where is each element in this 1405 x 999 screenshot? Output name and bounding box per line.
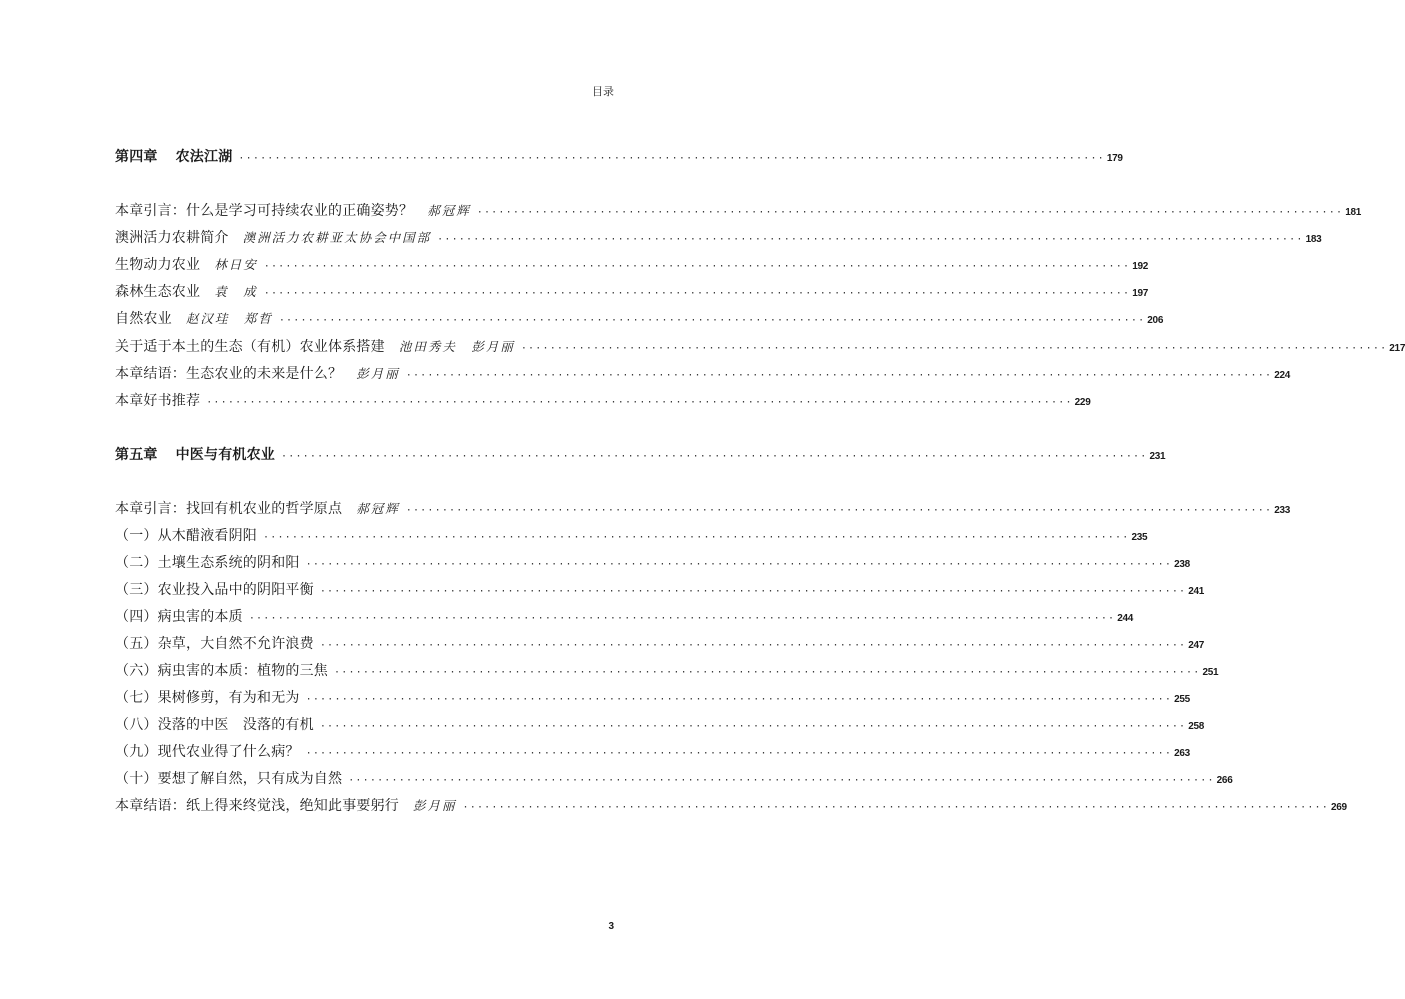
- page-number: 269: [1330, 802, 1347, 813]
- dot-leader: ························································································································: [334, 667, 1201, 678]
- page-number: 179: [1106, 153, 1123, 164]
- dot-leader: ························································································································: [476, 207, 1344, 218]
- toc-entry[interactable]: [115, 714, 1205, 734]
- dot-leader: ························································································································: [437, 234, 1304, 245]
- entry-title: （十）要想了解自然，只有成为自然: [115, 771, 343, 787]
- entry-title: 森林生态农业: [115, 284, 201, 300]
- running-header: 目录: [592, 85, 614, 98]
- page-number: 224: [1274, 370, 1290, 381]
- entry-title: （七）果树修剪，有为和无为: [115, 690, 300, 706]
- toc-entry[interactable]: [115, 606, 1134, 626]
- dot-leader: ························································································································: [348, 775, 1215, 786]
- page-number: 241: [1188, 586, 1205, 597]
- entry-author: 赵汉珪 郑哲: [185, 311, 273, 326]
- chapter-heading[interactable]: [115, 444, 1166, 464]
- page-number: 258: [1188, 721, 1205, 732]
- entry-title: （九）现代农业得了什么病？: [115, 744, 300, 760]
- page-number: 263: [1174, 748, 1190, 759]
- entry-title: 澳洲活力农耕简介: [115, 230, 229, 246]
- toc-entry[interactable]: [115, 336, 1405, 356]
- dot-leader: ························································································································: [305, 694, 1173, 705]
- page-number: 255: [1174, 694, 1190, 705]
- dot-leader: ························································································································: [263, 261, 1131, 272]
- entry-title: 本章好书推荐: [115, 393, 201, 409]
- dot-leader: ························································································································: [319, 586, 1187, 597]
- entry-title: 关于适于本土的生态（有机）农业体系搭建: [115, 339, 385, 355]
- toc-entry[interactable]: [115, 741, 1190, 761]
- dot-leader: ························································································································: [462, 802, 1329, 813]
- chapter-number: 第五章: [115, 447, 158, 463]
- page-number: 235: [1131, 532, 1148, 543]
- toc-entry[interactable]: [115, 308, 1164, 328]
- page-number: 206: [1147, 315, 1164, 326]
- entry-author: 池田秀夫 彭月丽: [398, 339, 515, 354]
- entry-title: （八）没落的中医 没落的有机: [115, 717, 314, 733]
- entry-author: 林日安: [214, 257, 258, 272]
- entry-title: 本章引言：什么是学习可持续农业的正确姿势？: [115, 203, 414, 219]
- dot-leader: ························································································································: [248, 613, 1116, 624]
- dot-leader: ························································································································: [305, 559, 1173, 570]
- toc-entry[interactable]: [115, 552, 1190, 572]
- toc-entry[interactable]: [115, 498, 1290, 518]
- page-number: 197: [1132, 288, 1148, 299]
- page-number: 244: [1117, 613, 1134, 624]
- toc-entry[interactable]: [115, 254, 1148, 274]
- page-number: 231: [1149, 451, 1166, 462]
- toc-entry[interactable]: [115, 227, 1322, 247]
- entry-author: 彭月丽: [356, 366, 400, 381]
- page-number: 229: [1074, 397, 1091, 408]
- entry-title: （二）土壤生态系统的阴和阳: [115, 555, 300, 571]
- toc-entry[interactable]: [115, 687, 1190, 707]
- chapter-title: [115, 146, 232, 166]
- toc-entry[interactable]: [115, 633, 1205, 653]
- page-number: 233: [1274, 505, 1290, 516]
- dot-leader: ························································································································: [238, 153, 1105, 164]
- toc-entry[interactable]: [115, 768, 1233, 788]
- page-footer-number: 3: [608, 921, 614, 932]
- entry-title: （一）从木醋液看阴阳: [115, 528, 257, 544]
- page-number: 192: [1132, 261, 1148, 272]
- dot-leader: ························································································································: [206, 397, 1073, 408]
- dot-leader: ························································································································: [305, 748, 1173, 759]
- toc-entry[interactable]: [115, 660, 1219, 680]
- entry-author: 彭月丽: [413, 798, 457, 813]
- entry-author: 袁 成: [214, 284, 258, 299]
- entry-title: （三）农业投入品中的阴阳平衡: [115, 582, 314, 598]
- toc-entry[interactable]: [115, 200, 1361, 220]
- toc-entry[interactable]: [115, 579, 1205, 599]
- toc-entry[interactable]: [115, 795, 1347, 815]
- chapter-number: 第四章: [115, 149, 158, 165]
- page-number: 217: [1389, 343, 1405, 354]
- chapter-title: [115, 444, 275, 464]
- dot-leader: ························································································································: [319, 721, 1187, 732]
- dot-leader: ························································································································: [281, 451, 1148, 462]
- entry-title: （五）杂草，大自然不允许浪费: [115, 636, 314, 652]
- dot-leader: ························································································································: [319, 640, 1187, 651]
- dot-leader: ························································································································: [405, 505, 1273, 516]
- chapter-heading[interactable]: [115, 146, 1123, 166]
- page-number: 251: [1202, 667, 1219, 678]
- toc-entry[interactable]: [115, 281, 1148, 301]
- entry-author: 郝冠辉: [427, 203, 471, 218]
- page-number: 266: [1216, 775, 1233, 786]
- page-number: 238: [1174, 559, 1190, 570]
- entry-title: 自然农业: [115, 311, 172, 327]
- entry-title: 本章结语：生态农业的未来是什么？: [115, 366, 343, 382]
- dot-leader: ························································································································: [405, 370, 1273, 381]
- toc-entry[interactable]: [115, 363, 1290, 383]
- entry-author: 郝冠辉: [356, 501, 400, 516]
- chapter-name: 农法江湖: [175, 149, 233, 165]
- dot-leader: ························································································································: [263, 288, 1131, 299]
- entry-title: 生物动力农业: [115, 257, 201, 273]
- entry-title: （六）病虫害的本质：植物的三焦: [115, 663, 328, 679]
- page-number: 181: [1345, 207, 1361, 218]
- entry-author: 澳洲活力农耕亚太协会中国部: [242, 230, 432, 245]
- dot-leader: ························································································································: [263, 532, 1130, 543]
- entry-title: （四）病虫害的本质: [115, 609, 243, 625]
- page-number: 247: [1188, 640, 1205, 651]
- chapter-name: 中医与有机农业: [175, 447, 276, 463]
- entry-title: 本章引言：找回有机农业的哲学原点: [115, 501, 343, 517]
- dot-leader: ························································································································: [278, 315, 1146, 326]
- entry-title: 本章结语：纸上得来终觉浅，绝知此事要躬行: [115, 798, 399, 814]
- page-number: 183: [1305, 234, 1322, 245]
- toc-entry[interactable]: [115, 390, 1091, 410]
- dot-leader: ························································································································: [520, 343, 1388, 354]
- toc-entry[interactable]: [115, 525, 1148, 545]
